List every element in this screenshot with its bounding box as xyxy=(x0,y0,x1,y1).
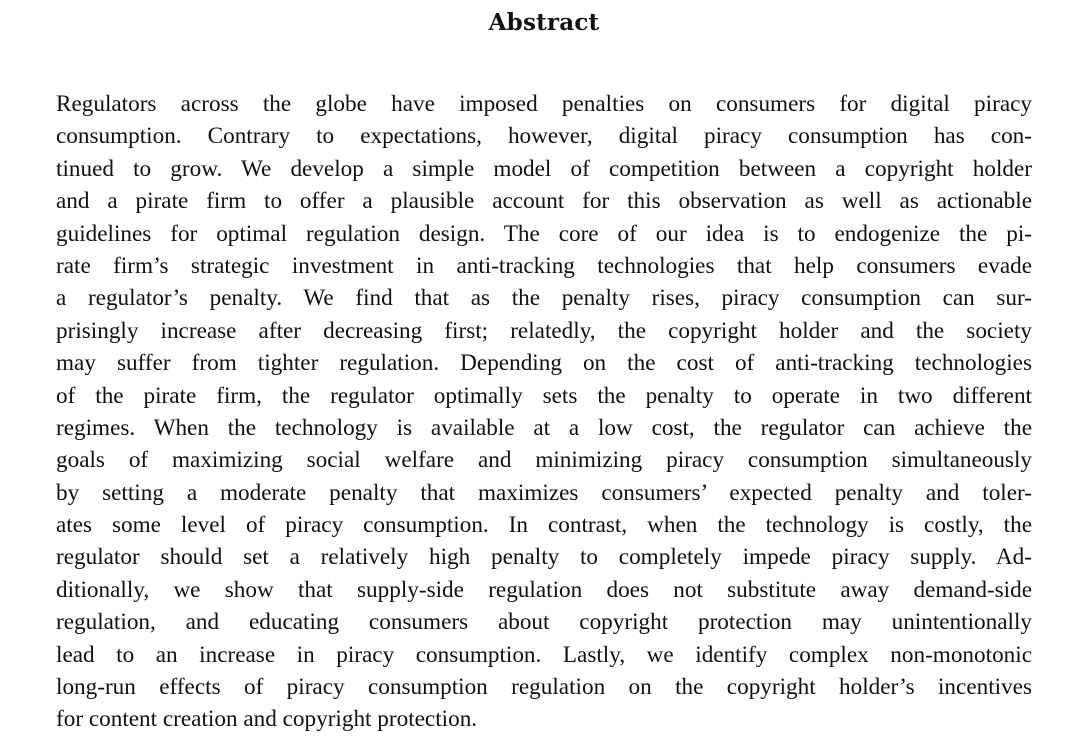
abstract-line: lead to an increase in piracy consumption. Lastly, we identify complex non-monotonic xyxy=(56,641,1032,668)
abstract-line: regimes. When the technology is available at a low cost, the regulator can achieve the xyxy=(56,414,1032,441)
abstract-line: may suffer from tighter regulation. Depending on the cost of anti-tracking technologies xyxy=(56,350,1032,377)
abstract-body xyxy=(56,88,1032,736)
abstract-line: goals of maximizing social welfare and minimizing piracy consumption simultaneously xyxy=(56,447,1032,474)
abstract-line: consumption. Contrary to expectations, however, digital piracy consumption has con- xyxy=(56,123,1032,150)
abstract-line: guidelines for optimal regulation design. The core of our idea is to endogenize the pi- xyxy=(56,220,1032,247)
abstract-line: and a pirate firm to offer a plausible account for this observation as well as actionable xyxy=(56,188,1032,215)
abstract-line: prisingly increase after decreasing first; relatedly, the copyright holder and the society xyxy=(56,317,1032,344)
abstract-line: of the pirate firm, the regulator optimally sets the penalty to operate in two different xyxy=(56,382,1032,409)
abstract-line-last: for content creation and copyright protection. xyxy=(56,706,478,733)
abstract-line: ditionally, we show that supply-side regulation does not substitute away demand-side xyxy=(56,576,1032,603)
abstract-line: Regulators across the globe have imposed penalties on consumers for digital piracy xyxy=(56,91,1032,117)
abstract-line: regulator should set a relatively high penalty to completely impede piracy supply. Ad- xyxy=(56,544,1032,571)
abstract-line: rate firm’s strategic investment in anti-tracking technologies that help consumers evade xyxy=(56,252,1032,279)
abstract-line: by setting a moderate penalty that maximizes consumers’ expected penalty and toler- xyxy=(56,479,1032,506)
abstract-line: regulation, and educating consumers about copyright protection may unintentionally xyxy=(56,609,1032,636)
abstract-line: ates some level of piracy consumption. In contrast, when the technology is costly, the xyxy=(56,512,1032,539)
abstract-line: tinued to grow. We develop a simple model of competition between a copyright holder xyxy=(56,155,1032,182)
abstract-heading: Abstract xyxy=(488,9,600,36)
abstract-line: long-run effects of piracy consumption regulation on the copyright holder’s incentives xyxy=(56,674,1032,701)
abstract-line: a regulator’s penalty. We find that as the penalty rises, piracy consumption can sur- xyxy=(56,285,1032,312)
